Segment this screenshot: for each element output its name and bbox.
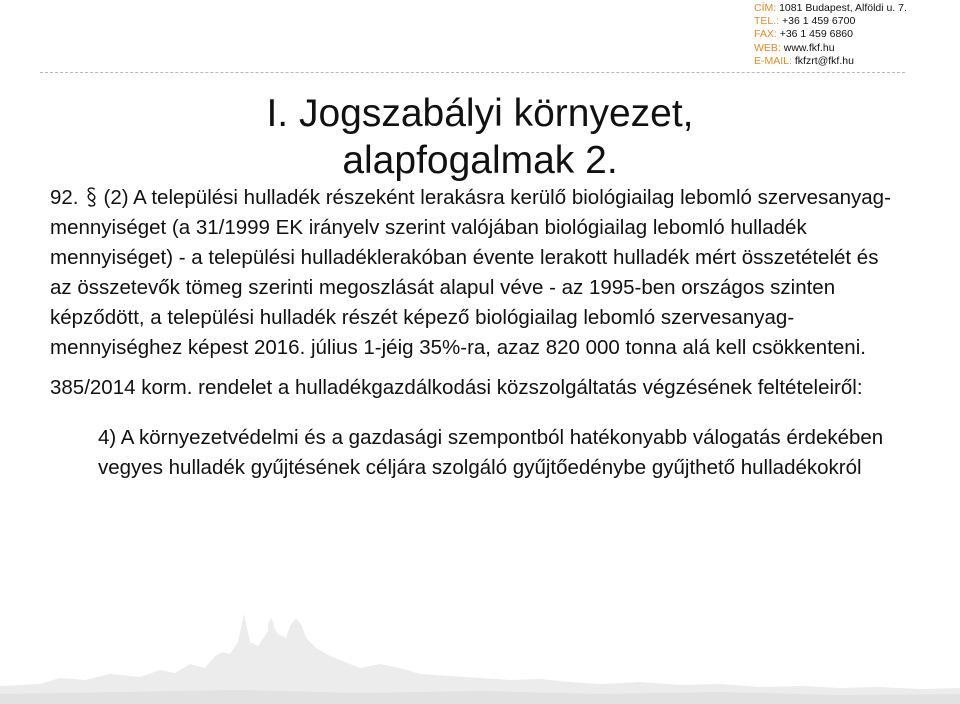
- contact-block: [754, 2, 958, 68]
- contact-label: CÍM:: [754, 2, 777, 14]
- paragraph-92: [50, 183, 900, 363]
- contact-email: [754, 55, 958, 68]
- contact-value[interactable]: fkfzrt@fkf.hu: [794, 54, 854, 67]
- budapest-skyline-watermark: [0, 594, 960, 704]
- title-line-2: alapfogalmak 2.: [342, 139, 618, 182]
- contact-label: FAX:: [754, 28, 777, 41]
- contact-value: 1081 Budapest, Alföldi u. 7.: [779, 2, 907, 14]
- paragraph-92-text: (2) A települési hulladék részeként lerakásra kerülő biológiailag lebomló szervesanyag-mennyiséget (a 31/1999 EK irányelv szerint valójában biológiailag lebomló hulladék mennyiséget) - a települési hulladéklerakóban évente lerakott hulladék mért összetételét és az összetevők tömeg szerinti megoszlását alapul véve - az 1995-ben országos szinten képződött, a települési hulladék részét képező biológiailag lebomló szervesanyag-mennyiséghez képest 2016. július 1-jéig 35%-ra, azaz 820 000 tonna alá kell csökkenteni.: [50, 186, 891, 359]
- slide-title: [200, 90, 760, 184]
- contact-value: +36 1 459 6860: [779, 28, 853, 41]
- contact-web: [754, 42, 958, 55]
- paragraph-regulation: 385/2014 korm. rendelet a hulladékgazdálkodási közszolgáltatás végzésének feltételeiről:: [50, 376, 863, 399]
- contact-value: +36 1 459 6700: [782, 15, 856, 28]
- contact-phone: [754, 15, 958, 28]
- main-text: [50, 183, 900, 483]
- paragraph-number: 92.: [50, 186, 79, 209]
- contact-address: [754, 2, 958, 15]
- contact-label: E-MAIL:: [754, 54, 792, 67]
- contact-value[interactable]: www.fkf.hu: [783, 41, 835, 54]
- header-divider: [40, 72, 905, 73]
- contact-fax: [754, 28, 958, 41]
- contact-label: WEB:: [754, 41, 781, 54]
- paragraph-item-4: 4) A környezetvédelmi és a gazdasági szempontból hatékonyabb válogatás érdekében vegyes hulladék gyűjtésének céljára szolgáló gyűjtőedénybe gyűjthető hulladékokról: [98, 426, 884, 479]
- section-sign-icon: [85, 186, 98, 208]
- title-line-1: I. Jogszabályi környezet,: [266, 92, 694, 135]
- contact-label: TEL.:: [754, 15, 780, 28]
